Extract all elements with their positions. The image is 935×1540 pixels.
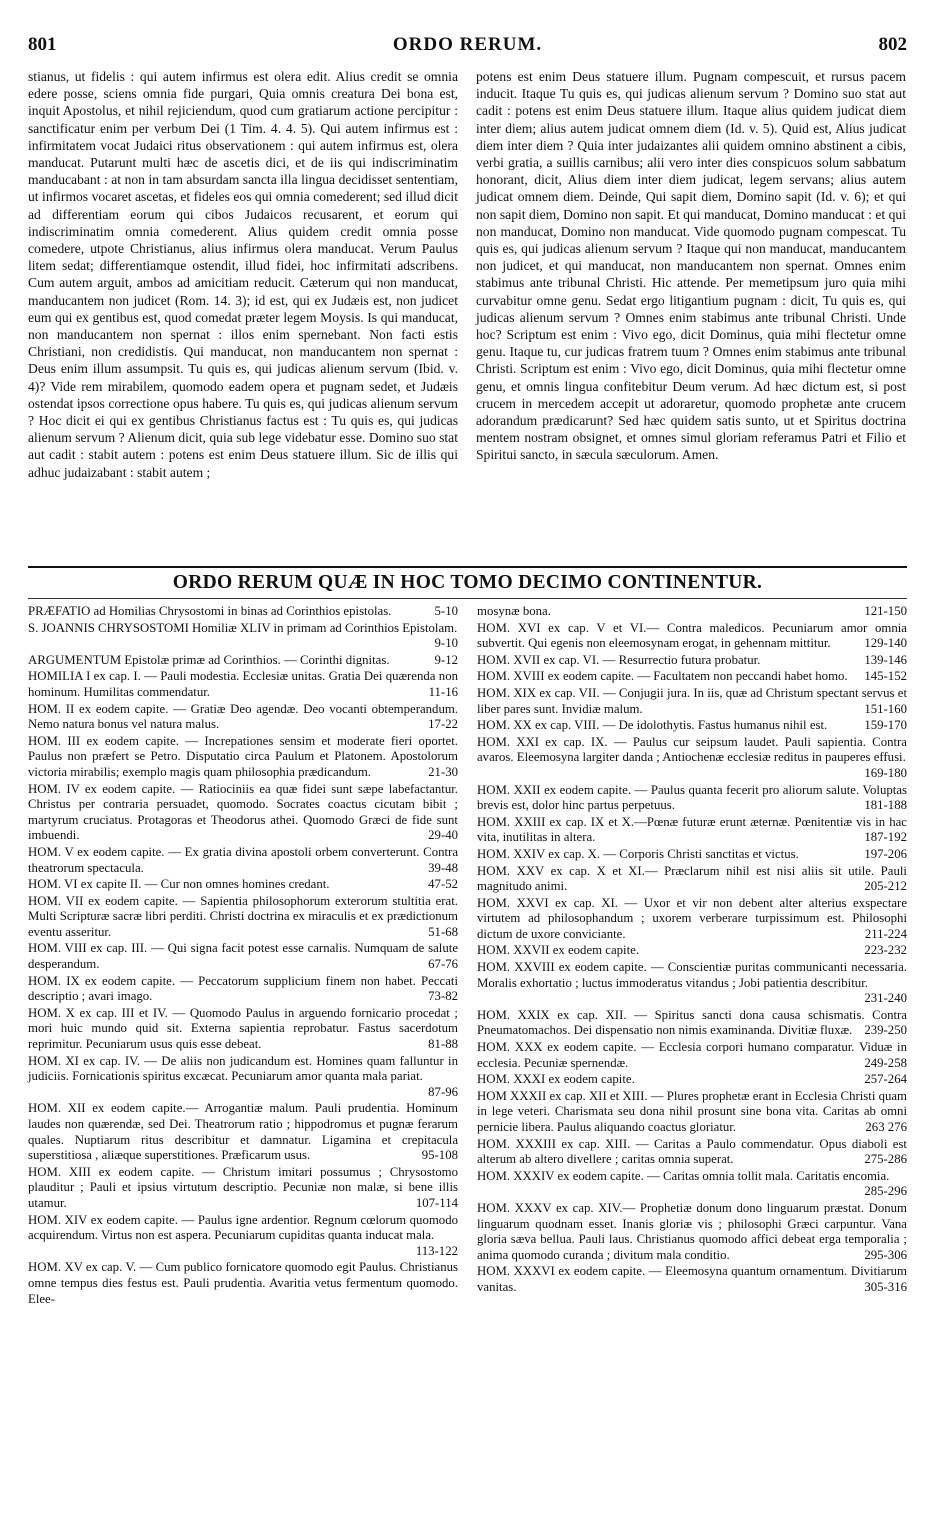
text-body — [28, 68, 907, 568]
toc-entry — [28, 1213, 458, 1260]
toc-page-range: 263 276 — [865, 1120, 907, 1134]
toc-entry — [28, 877, 458, 893]
toc-entry — [477, 1169, 907, 1200]
toc-entry — [477, 1264, 907, 1295]
toc-page-range: 87-96 — [428, 1084, 458, 1099]
toc-page-range: 5-10 — [434, 604, 458, 618]
toc-page-range: 239-250 — [864, 1023, 907, 1038]
toc-entry — [477, 1137, 907, 1168]
toc-entry-text: HOM. XI ex cap. IV. — De aliis non judicandum est. Homines quam falluntur in judiciis. Fornicationis spiritus excæcat. Pecuniarum amor quanta mala pariat. — [28, 1053, 458, 1084]
toc-title: ORDO RERUM QUÆ IN HOC TOMO DECIMO CONTINENTUR. — [172, 572, 763, 593]
toc-entry — [28, 1006, 458, 1053]
page-number-left: 801 — [28, 34, 57, 55]
toc-entry — [28, 653, 458, 669]
toc-page-range: 47-52 — [428, 877, 458, 892]
running-header — [28, 34, 907, 58]
toc-page-range: 129-140 — [864, 636, 907, 651]
toc-entry-text: HOMILIA I ex cap. I. — Pauli modestia. Ecclesiæ unitas. Gratia Dei quærenda non hominum. Humilitas commendatur. — [28, 669, 458, 699]
toc-entry-text: HOM. XXIX ex cap. XII. — Spiritus sancti dona causa schismatis. Contra Pneumatomachos. Dei dispensatio non nimis examinanda. Divitiæ fluxæ. — [477, 1007, 907, 1038]
toc-entry-text: HOM. X ex cap. III et IV. — Quomodo Paulus in arguendo fornicario procedat ; mori huic mundo quid sit. Externa sapientia reprobatur. Fastus sacerdotum reprimitur. Pecuniarum usus quis esse debeat. — [28, 1005, 458, 1052]
toc-entry — [477, 1201, 907, 1263]
toc-entry — [477, 1089, 907, 1136]
paragraph: potens est enim Deus statuere illum. Pugnam compescuit, et rursus pacem inducit. Itaque Tu quis es, qui judicas alienum servum ? Domino suo stat aut cadit : potens est enim Deus statuere illum. Itaque alius quidem judicat diem inter diem; alius autem judicat omnem diem (Id. v. 5). Quid est, Alius judicat diem inter diem ? Quia inter judaizantes alii quidem omnino abstinent a cibis, verbi gratia, a suillis carnibus; alii vero inter dies conspicuos solum sabbatum honorant, dicit, Alius diem inter diem judicat, legem servans; alius autem judicat omnem diem. Deinde, Qui sapit diem, Domino sapit (Id. v. 6); et qui non sapit diem, Domino non sapit. Et qui manducat, Domino manducat : et qui non manducat, Domino non manducat. Vide quomodo pugnam compescat. Tu quis es, qui judicas alienum servum ? Itaque qui non manducat, manducantem non judicet, et qui manducat, non manducantem non spernat. Omnes enim stabimus ante tribunal Christi. Hic attende. Per memetipsum juro quia mihi curvabitur omne genu. Sedat ergo litigantium pugnam : dicit, Tu quis es, qui judicas alienum servum ? Omnes enim stabimus ante tribunal Christi. Unde hoc? Scriptum est enim : Vivo ego, dicit Dominus, quia mihi flectetur omne genu. Itaque tu, cur judicas fratrem tuum ? Omnes enim stabimus ante tribunal Christi. Scriptum est enim : Vivo ego, dicit Dominus, quia mihi flectetur omne genu, et omnis lingua confitebitur Deum verum. Ad hæc dictum est, si post crucem in mercedem accepit ut adoraretur, quomodo prophetæ ante crucem adorandum prædicarunt? Sed hæc quidem satis sunto, ut et Spiritus doctrina mentem nostram obsignet, et omnes simul gloriam referamus Patri et Filio et Spiritui sancto, in sæcula sæculorum. Amen. — [476, 69, 906, 463]
toc-page-range: 151-160 — [864, 701, 907, 716]
toc-entry — [28, 941, 458, 972]
toc-entry-text: HOM. XX ex cap. VIII. — De idolothytis. Fastus humanus nihil est. — [477, 718, 828, 733]
toc-entry — [28, 894, 458, 941]
toc-page-range: 211-224 — [864, 926, 907, 941]
toc-entry-text: HOM. XXVIII ex eodem capite. — Conscientiæ puritas communicanti necessaria. Moralis exhortatio ; luctus immoderatus vitandus ; Jobi patientia describitur. — [477, 960, 907, 990]
toc-page-range: 95-108 — [421, 1148, 458, 1163]
toc-page-range: 145-152 — [864, 669, 907, 684]
toc-page-range: 73-82 — [428, 989, 458, 1004]
toc-entry-text: PRÆFATIO ad Homilias Chrysostomi in binas ad Corinthios epistolas. — [28, 604, 392, 618]
toc-entry — [477, 1072, 907, 1088]
toc-page-range: 187-192 — [864, 830, 907, 845]
toc-entry — [28, 974, 458, 1005]
toc-entry-text: HOM. VIII ex cap. III. — Qui signa facit potest esse carnalis. Numquam de salute desperandum. — [28, 941, 458, 972]
text-column-right — [476, 68, 906, 464]
toc-entry-text: HOM. XII ex eodem capite.— Arrogantiæ malum. Pauli prudentia. Hominum laudes non quærendæ, sed Dei. Theatrorum ratio ; hippodromus et pugnæ ferarum quales. Nuptiarum ritus describitur et damnatur. Ligamina et crepitacula superstitiosa , aliæque superstitiones. Præficarum usus. — [28, 1101, 458, 1163]
text-column-left — [28, 68, 458, 481]
toc-entry — [28, 1260, 458, 1307]
toc-page-range: 17-22 — [428, 717, 458, 732]
toc-entry-text: HOM. XXX ex eodem capite. — Ecclesia corpori humano comparatur. Viduæ in ecclesia. Pecuniæ spernendæ. — [477, 1040, 907, 1070]
toc-entry-text: HOM. VI ex capite II. — Cur non omnes homines credant. — [28, 877, 330, 892]
toc-page-range: 9-12 — [434, 652, 458, 667]
toc-entry — [28, 604, 458, 620]
running-title: ORDO RERUM. — [392, 34, 543, 55]
toc-entry-text: S. JOANNIS CHRYSOSTOMI Homiliæ XLIV in primam ad Corinthios Epistolam. — [28, 620, 458, 635]
toc-entry — [477, 604, 907, 620]
toc-entry — [28, 782, 458, 844]
toc-page-range: 231-240 — [864, 991, 907, 1006]
toc-entry-text: ARGUMENTUM Epistolæ primæ ad Corinthios. — Corinthi dignitas. — [28, 652, 390, 667]
toc-page-range: 257-264 — [864, 1072, 907, 1087]
toc-page-range: 11-16 — [428, 684, 458, 699]
toc-page-range: 223-232 — [864, 943, 907, 958]
toc-entry — [477, 718, 907, 734]
toc-entry-text: HOM. III ex eodem capite. — Increpationes sensim et moderate fieri oportet. Paulus non præfert se Petro. Disputatio circa Paulum et Platonem. Apostolorum victoria mirabilis; exemplo magis quam philosophia prædicandum. — [28, 733, 458, 779]
toc-entry — [28, 621, 458, 652]
toc-entry-text: HOM. XIV ex eodem capite. — Paulus igne ardentior. Regnum cœlorum quomodo acquirendum. Virtus non est aspera. Pecuniarum cupiditas quanta inducat mala. — [28, 1212, 458, 1243]
toc-entry-text: HOM. XXVII ex eodem capite. — [477, 943, 640, 958]
toc-entry-text: HOM. XV ex cap. V. — Cum publico fornicatore quomodo egit Paulus. Christianus omne tempus dies festus est. Pauli prudentia. Avaritia vetus fermentum quomodo. Elee- — [28, 1260, 458, 1306]
toc-page-range: 39-48 — [428, 860, 458, 875]
toc-page-range: 107-114 — [415, 1195, 458, 1210]
toc-entry — [28, 734, 458, 781]
toc-entry — [477, 943, 907, 959]
toc-page-range: 51-68 — [428, 924, 458, 939]
toc-entry-text: HOM. XXIII ex cap. IX et X.—Pœnæ futuræ erunt æternæ. Pœnitentiæ vis in hac vita, inutilitas in altera. — [477, 814, 907, 845]
toc-column-left — [28, 604, 458, 1308]
toc-page-range: 295-306 — [864, 1247, 907, 1262]
toc-entry-text: HOM. XXIV ex cap. X. — Corporis Christi sanctitas et victus. — [477, 846, 799, 861]
toc-entry — [477, 815, 907, 846]
toc-page-range: 181-188 — [864, 798, 907, 813]
toc-entry — [477, 864, 907, 895]
toc-entry — [477, 621, 907, 652]
toc-entry-text: HOM. XXXIII ex cap. XIII. — Caritas a Paulo commendatur. Opus diaboli est alterum ab altero divellere ; caritas omnia superat. — [477, 1136, 907, 1167]
toc-page-range: 275-286 — [864, 1152, 907, 1167]
toc-entry-text: HOM. XXXI ex eodem capite. — [477, 1072, 635, 1087]
toc-entry-text: HOM XXXII ex cap. XII et XIII. — Plures prophetæ erant in Ecclesia Christi quam in lege veteri. Charismata seu dona nihil prosunt sine bona vita. Caritas ab omni pernicie libera. Paulus aliquando coactus gloriatur. — [477, 1088, 908, 1134]
toc-page-range: 205-212 — [864, 879, 907, 894]
toc-entry — [477, 783, 907, 814]
toc-entry — [477, 1008, 907, 1039]
toc-entry-text: HOM. XIX ex cap. VII. — Conjugii jura. In iis, quæ ad Christum spectant servus et liber pares sunt. Invidiæ malum. — [477, 685, 907, 716]
toc-page-range: 305-316 — [864, 1279, 907, 1294]
toc-entry-text: HOM. II ex eodem capite. — Gratiæ Deo agendæ. Deo vocanti obtemperandum. Nemo natura bonus vel natura malus. — [28, 701, 458, 732]
toc-entry-text: HOM. IV ex eodem capite. — Ratiociniis ea quæ fidei sunt sæpe labefactantur. Christus per contraria persuadet, quomodo. Socrates coactus cicutam bibit ; martyrum cruciatus. Protagoras et Theodorus athei. Quomodo Græci de fide sunt imbuendi. — [28, 781, 458, 843]
toc-page-range: 249-258 — [864, 1055, 907, 1070]
toc-entry — [477, 653, 907, 669]
section-divider — [28, 566, 907, 568]
toc-entry-text: HOM. XXV ex cap. X et XI.— Præclarum nihil est nisi aliis sit utile. Pauli magnitudo animi. — [477, 863, 907, 894]
toc-entry-text: HOM. XVII ex cap. VI. — Resurrectio futura probatur. — [477, 652, 761, 667]
toc-rule — [28, 598, 907, 599]
toc-entry-text: HOM. XXXIV ex eodem capite. — Caritas omnia tollit mala. Caritatis encomia. — [477, 1168, 890, 1183]
toc-entry — [28, 702, 458, 733]
toc-page-range: 21-30 — [428, 764, 458, 779]
paragraph: stianus, ut fidelis : qui autem infirmus est olera edit. Alius credit se omnia edere posse, sciens omnia fide purgari, Quia omnis creatura Dei bona est, inquit Apostolus, et nihil rejiciendum, quod cum gratiarum actione percipitur : sanctificatur enim per verbum Dei (1 Tim. 4. 4. 5). Qui autem infirmus est : infirmitatem vocat Judaici ritus observationem : qui autem infirmus est, olera manducat. Putarunt multi hæc de ascetis dici, et de iis qui indiscriminatim manducabant : at non in tam absurdam sancta illa lingua decidisset sententiam, ut infirmos vocaret ascetas, et fideles eos qui omnia comederent; sed illud dicit ad differentiam eorum qui cibos Judaicos recusarent, et eorum qui indiscriminatim omnia comederent. Alius quidem credit omnia posse comedere, utpote Christianus, alius infirmus olera manducat. Verum Paulus litem sedat; differentiamque ostendit, illud fidei, hoc infirmitati adscribens. Cum autem arguit, ambos ad amicitiam reducit. Cæterum qui non manducat, manducantem non judicet (Rom. 14. 3); id est, qui ex Judæis est, non judicet eum qui ex gentibus est, quod comedat præter legem Moysis. Is qui manducat, non manducantem non spernat : illos enim spernebant. Non facti estis Christiani, non credidistis. Qui manducat, non manducantem non spernat : Deus enim illum assumpsit. Tu quis es, qui judicas alienum servum (Ibid. v. 4)? Vide rem mirabilem, quomodo eadem opera et pugnam sedet, et Judæis ostendat ipsos correctione opus habere. Tu quis es, qui judicas alienum servum ? Hoc dicit ei qui ex gentibus Christianus factus est : Tu quis es, qui judicas alienum servum ? Alienum dicit, quia sub lege videbatur esse. Domino suo stat aut cadit : stabit autem : potens est enim Deus statuere illum. Sic de illis qui adhuc judaizabant : stabit autem ; — [28, 69, 458, 480]
toc-entry — [477, 896, 907, 943]
toc-column-right — [477, 604, 907, 1297]
toc-page-range: 159-170 — [864, 718, 907, 733]
toc-entry — [477, 847, 907, 863]
toc-page-range: 113-122 — [415, 1243, 458, 1258]
toc-entry — [28, 845, 458, 876]
toc-page-range: 9-10 — [434, 636, 458, 651]
toc-entry-text: HOM. XVIII ex eodem capite. — Facultatem non peccandi habet homo. — [477, 669, 848, 684]
toc-entry — [28, 1101, 458, 1163]
toc-entry — [477, 735, 907, 782]
toc-entry — [28, 669, 458, 700]
toc-entry-text: HOM. VII ex eodem capite. — Sapientia philosophorum exterorum stultitia erat. Multi Scripturæ sacræ libri perditi. Christi doctrina ex miraculis et ex prædictionum eventu asseritur. — [28, 893, 458, 939]
toc-page-range: 121-150 — [864, 604, 907, 618]
toc-page-range: 285-296 — [864, 1184, 907, 1199]
toc-entry — [477, 669, 907, 685]
toc-entry — [477, 686, 907, 717]
toc-entry — [477, 960, 907, 1007]
page-number-right: 802 — [878, 34, 907, 55]
toc-entry-text: HOM. XXII ex eodem capite. — Paulus quanta fecerit pro aliorum salute. Voluptas brevis est, dolor hinc partus perpetuus. — [477, 782, 907, 813]
toc-entry-text: HOM. XVI ex cap. V et VI.— Contra maledicos. Pecuniarum amor omnia subvertit. Qui egenis non eleemosynam erogat, in gehennam mittitur. — [477, 620, 907, 651]
toc-entry-text: HOM. XIII ex eodem capite. — Christum imitari possumus ; Chrysostomo plauditur ; Pauli et ipsius virtutum descriptio. Pecuniæ non malæ, si bene illis utamur. — [28, 1164, 458, 1210]
toc-entry — [28, 1165, 458, 1212]
toc-entry-text: HOM. XXXV ex cap. XIV.— Prophetiæ donum dono linguarum præstat. Donum linguarum quodnam esset. Inanis gloriæ vis ; philosophi Græci carpuntur. Vana gloria sæva bellua. Pauli laus. Christianus quomodo affici debeat erga temporalia ; anima quomodo curanda ; divitum mala conditio. — [477, 1200, 907, 1262]
toc-page-range: 29-40 — [428, 828, 458, 843]
toc-entry-text: HOM. V ex eodem capite. — Ex gratia divina apostoli orbem converterunt. Contra theatrorum spectacula. — [28, 844, 458, 875]
toc-page-range: 169-180 — [864, 765, 907, 780]
toc-entry — [477, 1040, 907, 1071]
toc-page-range: 197-206 — [864, 846, 907, 861]
toc-entry-text: HOM. XXXVI ex eodem capite. — Eleemosyna quantum ornamentum. Divitiarum vanitas. — [477, 1264, 907, 1294]
toc-entry-text: mosynæ bona. — [477, 604, 551, 618]
toc-entry-text: HOM. XXI ex cap. IX. — Paulus cur seipsum laudet. Pauli sapientia. Contra avaros. Eleemosyna largiter danda ; Antiochenæ ecclesiæ reditus in pauperes effusi. — [477, 734, 907, 765]
toc-page-range: 139-146 — [864, 652, 907, 667]
toc-entry-text: HOM. IX ex eodem capite. — Peccatorum supplicium finem non habet. Peccati descriptio ; avari imago. — [28, 973, 458, 1004]
toc-page-range: 81-88 — [428, 1037, 458, 1052]
toc-entry — [28, 1054, 458, 1101]
toc-entry-text: HOM. XXVI ex cap. XI. — Uxor et vir non debent alter alterius exspectare virtutem ad philosophandum ; uxorem verberare turpissimum est. Philosophi dictum de uxore conviciante. — [477, 895, 907, 941]
toc-page-range: 67-76 — [428, 957, 458, 972]
